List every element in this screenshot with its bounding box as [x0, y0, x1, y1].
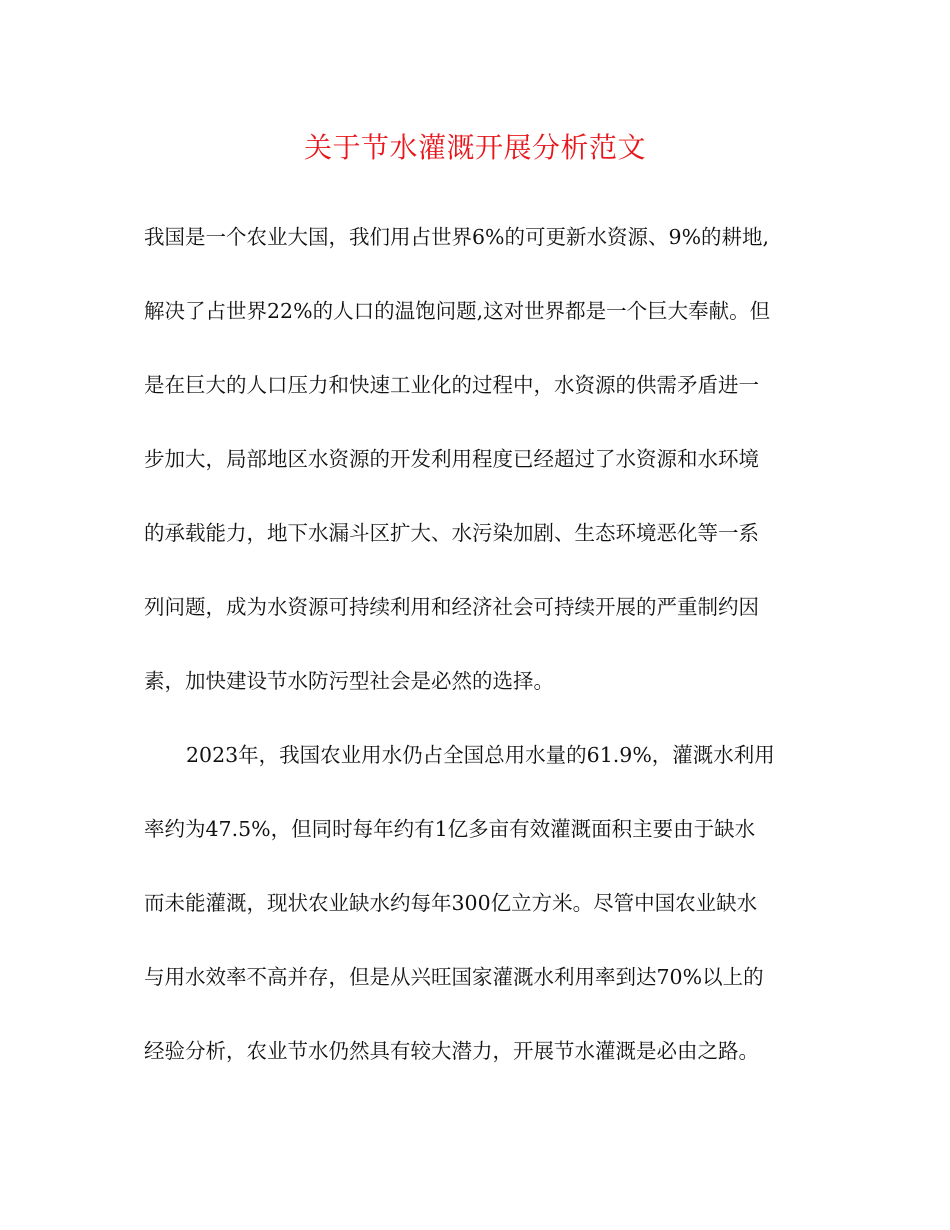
paragraph-2-line-1: 2023年，我国农业用水仍占全国总用水量的61.9%，灌溉水利用	[186, 743, 775, 767]
paragraph-2-line-2: 率约为47.5%，但同时每年约有1亿多亩有效灌溉面积主要由于缺水	[144, 817, 756, 841]
paragraph-1-line-3: 是在巨大的人口压力和快速工业化的过程中，水资源的供需矛盾进一	[144, 373, 759, 397]
paragraph-2-line-3: 而未能灌溉，现状农业缺水约每年300亿立方米。尽管中国农业缺水	[144, 891, 758, 915]
paragraph-1-line-4: 步加大，局部地区水资源的开发利用程度已经超过了水资源和水环境	[144, 447, 759, 471]
paragraph-2-line-4: 与用水效率不高并存，但是从兴旺国家灌溉水利用率到达70%以上的	[144, 965, 764, 989]
paragraph-1-line-7: 素，加快建设节水防污型社会是必然的选择。	[144, 669, 554, 693]
paragraph-2-line-5: 经验分析，农业节水仍然具有较大潜力，开展节水灌溉是必由之路。	[144, 1039, 759, 1063]
document-title: 关于节水灌溉开展分析范文	[303, 131, 646, 164]
paragraph-1-line-5: 的承载能力，地下水漏斗区扩大、水污染加剧、生态环境恶化等一系	[144, 521, 759, 545]
paragraph-1-line-2: 解决了占世界22%的人口的温饱问题,这对世界都是一个巨大奉献。但	[144, 299, 771, 323]
paragraph-1-line-6: 列问题，成为水资源可持续利用和经济社会可持续开展的严重制约因	[144, 595, 759, 619]
paragraph-1-line-1: 我国是一个农业大国，我们用占世界6%的可更新水资源、9%的耕地,	[144, 225, 770, 249]
